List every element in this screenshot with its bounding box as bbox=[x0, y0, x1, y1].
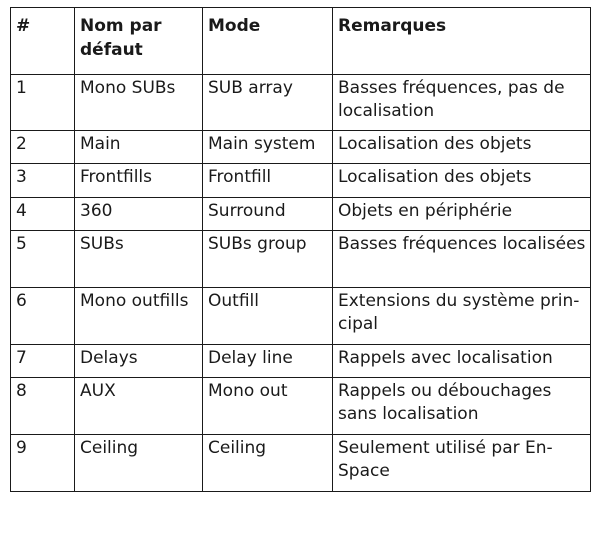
cell-mode: Delay line bbox=[203, 345, 333, 378]
cell-mode: SUB array bbox=[203, 75, 333, 131]
cell-mode: SUBs group bbox=[203, 231, 333, 288]
cell-number: 8 bbox=[11, 378, 75, 435]
cell-number: 3 bbox=[11, 164, 75, 198]
cell-remarks: Extensions du système principal bbox=[333, 288, 591, 345]
table-row bbox=[11, 435, 591, 492]
presets-table bbox=[10, 7, 591, 492]
cell-default-name: Main bbox=[75, 131, 203, 164]
cell-number: 9 bbox=[11, 435, 75, 492]
cell-remarks: Rappels ou débouchages sans localisation bbox=[333, 378, 591, 435]
table-row bbox=[11, 131, 591, 164]
cell-default-name: 360 bbox=[75, 198, 203, 231]
table-row bbox=[11, 164, 591, 198]
header-default-name: Nom par défaut bbox=[75, 8, 203, 75]
table-row bbox=[11, 231, 591, 288]
cell-number: 4 bbox=[11, 198, 75, 231]
cell-number: 5 bbox=[11, 231, 75, 288]
cell-remarks: Basses fréquences, pas de localisation bbox=[333, 75, 591, 131]
header-remarks: Remarques bbox=[333, 8, 591, 75]
cell-mode: Mono out bbox=[203, 378, 333, 435]
cell-mode: Main system bbox=[203, 131, 333, 164]
cell-number: 2 bbox=[11, 131, 75, 164]
table-row bbox=[11, 198, 591, 231]
table-row bbox=[11, 345, 591, 378]
table-row bbox=[11, 288, 591, 345]
cell-default-name: AUX bbox=[75, 378, 203, 435]
cell-mode: Outfill bbox=[203, 288, 333, 345]
cell-mode: Surround bbox=[203, 198, 333, 231]
cell-number: 1 bbox=[11, 75, 75, 131]
cell-remarks: Objets en périphérie bbox=[333, 198, 591, 231]
table-header-row bbox=[11, 8, 591, 75]
cell-remarks: Rappels avec localisation bbox=[333, 345, 591, 378]
cell-default-name: Mono outfills bbox=[75, 288, 203, 345]
table-row bbox=[11, 378, 591, 435]
cell-default-name: Mono SUBs bbox=[75, 75, 203, 131]
cell-mode: Frontfill bbox=[203, 164, 333, 198]
cell-default-name: Ceiling bbox=[75, 435, 203, 492]
table-row bbox=[11, 75, 591, 131]
cell-remarks: Seulement utilisé par En-Space bbox=[333, 435, 591, 492]
cell-number: 6 bbox=[11, 288, 75, 345]
cell-remarks: Localisation des objets bbox=[333, 131, 591, 164]
cell-mode: Ceiling bbox=[203, 435, 333, 492]
cell-number: 7 bbox=[11, 345, 75, 378]
cell-default-name: Delays bbox=[75, 345, 203, 378]
cell-remarks: Localisation des objets bbox=[333, 164, 591, 198]
cell-default-name: SUBs bbox=[75, 231, 203, 288]
header-number: # bbox=[11, 8, 75, 75]
header-mode: Mode bbox=[203, 8, 333, 75]
cell-remarks: Basses fréquences localisées bbox=[333, 231, 591, 288]
cell-default-name: Frontfills bbox=[75, 164, 203, 198]
